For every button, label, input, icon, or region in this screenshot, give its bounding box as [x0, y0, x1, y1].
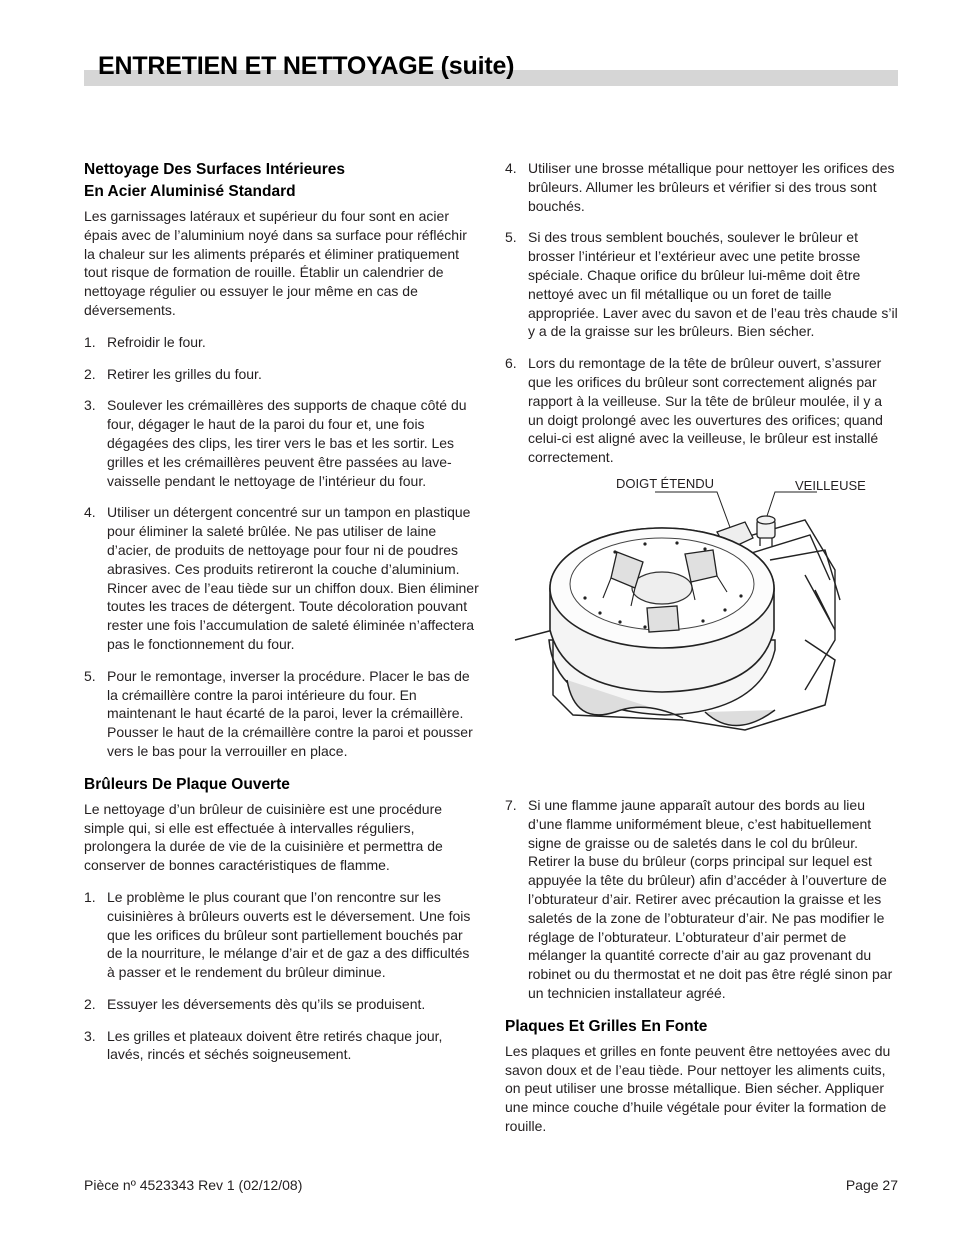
- step-number: 4.: [84, 504, 96, 521]
- right-column: [505, 159, 900, 1149]
- section-title-line: En Acier Aluminisé Standard: [84, 183, 296, 200]
- figure-label-pilot: VEILLEUSE: [795, 477, 866, 493]
- section-title-cast-iron: Plaques Et Grilles En Fonte: [505, 1017, 708, 1035]
- step-text: Si des trous semblent bouchés, soulever le brûleur et brosser l’intérieur et l’extérieur avec une petite brosse spéciale. Chaque orifice du brûleur lui-même doit être nettoyé avec un fil métallique ou un foret de taille appropriée. Laver avec du savon et de l’eau très chaude s’il y a de la graisse sur les brûleurs. Bien sécher.: [528, 229, 898, 340]
- list-item: [505, 228, 900, 341]
- burner-illustration: [505, 480, 900, 780]
- page-title: ENTRETIEN ET NETTOYAGE (suite): [98, 52, 515, 80]
- burner-cleaning-steps-final: [505, 796, 900, 1003]
- list-item: [84, 888, 479, 982]
- step-number: 1.: [84, 333, 96, 350]
- step-number: 1.: [84, 888, 96, 905]
- step-number: 3.: [84, 397, 96, 414]
- step-number: 5.: [84, 667, 96, 684]
- step-text: Utiliser un détergent concentré sur un tampon en plastique pour éliminer la saleté brûlée. Ne pas utiliser de laine d’acier, de produits de nettoyage pour four ni de poudres abrasives. Ces produits retireront la couche d’aluminium. Rincer avec de l’eau tiède sur un chiffon doux. Bien éliminer toutes les traces de détergent. Toute décoloration pouvant rester une fois l’accumulation de saleté éliminée n’affectera pas le fonctionnement du four.: [107, 504, 479, 652]
- step-number: 2.: [84, 365, 96, 382]
- label-leaders: [655, 492, 817, 530]
- list-item: [84, 503, 479, 653]
- list-item: [84, 1027, 479, 1065]
- burner-figure: [505, 475, 900, 780]
- section-intro: Le nettoyage d’un brûleur de cuisinière est une procédure simple qui, si elle est effectuée à intervalles réguliers, prolongera la durée de vie de la cuisinière et permettra de conserver de bonnes caractéristiques de flamme.: [84, 800, 443, 874]
- section-title-interior-surfaces: [84, 159, 479, 203]
- section-title-open-burners: Brûleurs De Plaque Ouverte: [84, 775, 290, 793]
- burner-cleaning-steps: [84, 888, 479, 1064]
- list-item: [84, 995, 479, 1014]
- step-text: Retirer les grilles du four.: [107, 365, 262, 382]
- step-text: Si une flamme jaune apparaît autour des bords au lieu d’une flamme uniformément bleue, c’est habituellement signe de graisse ou de saletés dans le col du brûleur. Retirer la buse du brûleur (corps principal sur lequel est appuyée la tête du brûleur) afin d’accéder à l’ouverture de l’obturateur d’air. Retirer avec précaution la graisse et les saletés de la zone de l’obturateur d’air. Ne pas modifier le réglage de l’obturateur. L’obturateur d’air permet de mélanger la quantité correcte d’air au gaz provenant du robinet ou du thermostat et ne doit pas être réglé sinon par un technicien installateur agréé.: [528, 796, 893, 1001]
- figure-label-finger: DOIGT ÉTENDU: [616, 475, 714, 491]
- step-number: 4.: [505, 160, 517, 176]
- step-text: Utiliser une brosse métallique pour nettoyer les orifices des brûleurs. Allumer les brûleurs et vérifier si des trous sont bouchés.: [528, 160, 895, 214]
- step-text: Refroidir le four.: [107, 333, 206, 350]
- step-text: Lors du remontage de la tête de brûleur ouvert, s’assurer que les orifices du brûleur sont correctement alignés par rapport à la veilleuse. Sur la tête de brûleur moulée, il y a un doigt prolongé avec les ouvertures des orifices; quand celui-ci est aligné avec la veilleuse, le brûleur est installé correctement.: [528, 355, 883, 466]
- list-item: [505, 159, 900, 215]
- step-number: 6.: [505, 355, 517, 372]
- burner-cleaning-steps-continued: [505, 159, 900, 467]
- list-item: [505, 796, 900, 1003]
- step-text: Les grilles et plateaux doivent être retirés chaque jour, lavés, rincés et séchés soigneusement.: [107, 1027, 443, 1063]
- section-intro: Les garnissages latéraux et supérieur du four sont en acier épais avec de l’aluminium noyé dans sa surface pour réfléchir la chaleur sur les aliments préparés et éliminer pratiquement tout risque de formation de rouille. Établir un calendrier de nettoyage régulier ou essuyer le jour même en cas de déversements.: [84, 208, 467, 318]
- step-text: Le problème le plus courant que l’on rencontre sur les cuisinières à brûleurs ouverts est le déversement. Une fois que les orifices du brûleur sont partiellement bouchés par de la nourriture, le mélange d’air et de gaz a des difficultés à passer et le rendement du brûleur diminue.: [107, 888, 471, 981]
- interior-cleaning-steps: [84, 333, 479, 761]
- list-item: [84, 365, 479, 384]
- list-item: [84, 333, 479, 352]
- section-title-line: Nettoyage Des Surfaces Intérieures: [84, 161, 346, 178]
- list-item: [505, 354, 900, 467]
- left-column: [84, 159, 479, 1077]
- step-number: 7.: [505, 796, 517, 813]
- section-text: Les plaques et grilles en fonte peuvent être nettoyées avec du savon doux et de l’eau tiède. Pour nettoyer les aliments cuits, on peut utiliser une brosse métallique. Bien sécher. Appliquer une mince couche d’huile végétale pour éviter la formation de rouille.: [505, 1042, 891, 1134]
- step-number: 2.: [84, 995, 96, 1012]
- step-text: Essuyer les déversements dès qu’ils se produisent.: [107, 995, 426, 1012]
- step-text: Soulever les crémaillères des supports de chaque côté du four, dégager le haut de la paroi du four et, une fois dégagées des clips, les tirer vers le bas et les sortir. Les grilles et les crémaillères peuvent être passées au lave-vaisselle pendant le nettoyage de l’intérieur du four.: [107, 397, 467, 489]
- footer-part-number: Pièce nº 4523343 Rev 1 (02/12/08): [84, 1177, 303, 1193]
- step-number: 3.: [84, 1027, 96, 1044]
- step-number: 5.: [505, 229, 517, 246]
- footer-page-number: Page 27: [845, 1177, 898, 1193]
- list-item: [84, 667, 479, 761]
- step-text: Pour le remontage, inverser la procédure. Placer le bas de la crémaillère contre la paroi intérieure du four. En maintenant le haut écarté de la paroi, lever la crémaillère. Pousser le haut de la crémaillère contre la paroi et pousser vers le bas pour la verrouiller en place.: [107, 667, 473, 759]
- list-item: [84, 396, 479, 490]
- pilot-icon: [757, 516, 775, 546]
